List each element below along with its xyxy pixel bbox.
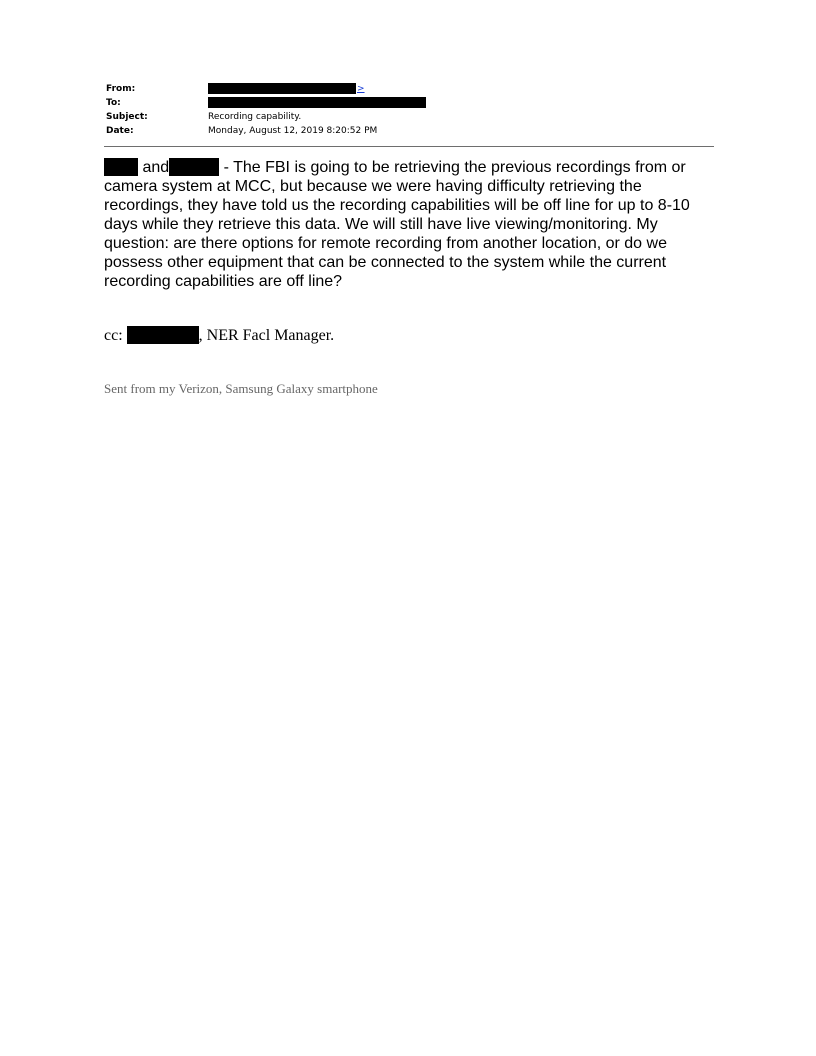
cc-name-redaction [127, 326, 199, 344]
from-value [208, 82, 365, 96]
date-row [106, 124, 714, 138]
from-row [106, 82, 714, 96]
from-label: From: [106, 84, 136, 94]
header-divider [104, 146, 714, 147]
subject-label: Subject: [106, 112, 148, 122]
to-row [106, 96, 714, 110]
subject-value: Recording capability. [208, 112, 302, 122]
to-value [208, 96, 426, 110]
from-email-link[interactable]: > [357, 84, 365, 94]
cc-suffix: , NER Facl Manager. [198, 327, 335, 344]
mobile-signature: Sent from my Verizon, Samsung Galaxy smartphone [104, 381, 378, 396]
email-header [106, 82, 714, 138]
cc-label: cc: [104, 327, 123, 344]
email-body [104, 158, 716, 291]
date-label: Date: [106, 126, 134, 136]
body-and-word: and [142, 159, 170, 176]
recipient-name-redaction-2 [169, 158, 219, 176]
recipient-name-redaction-1 [104, 158, 138, 176]
date-value: Monday, August 12, 2019 8:20:52 PM [208, 126, 378, 136]
to-label: To: [106, 98, 121, 108]
to-redaction [208, 97, 426, 108]
body-message-text: - The FBI is going to be retrieving the previous recordings from or camera system at MCC, but because we were having difficulty retrieving the recordings, they have told us the recording capabilities will be off line for up to 8-10 days while they retrieve this data. We will still have live viewing/monitoring. My question: are there options for remote recording from another location, or do we possess other equipment that can be connected to the system while the current recording capabilities are off line? [104, 159, 690, 290]
from-redaction [208, 83, 356, 94]
cc-line [104, 326, 334, 346]
subject-row [106, 110, 714, 124]
